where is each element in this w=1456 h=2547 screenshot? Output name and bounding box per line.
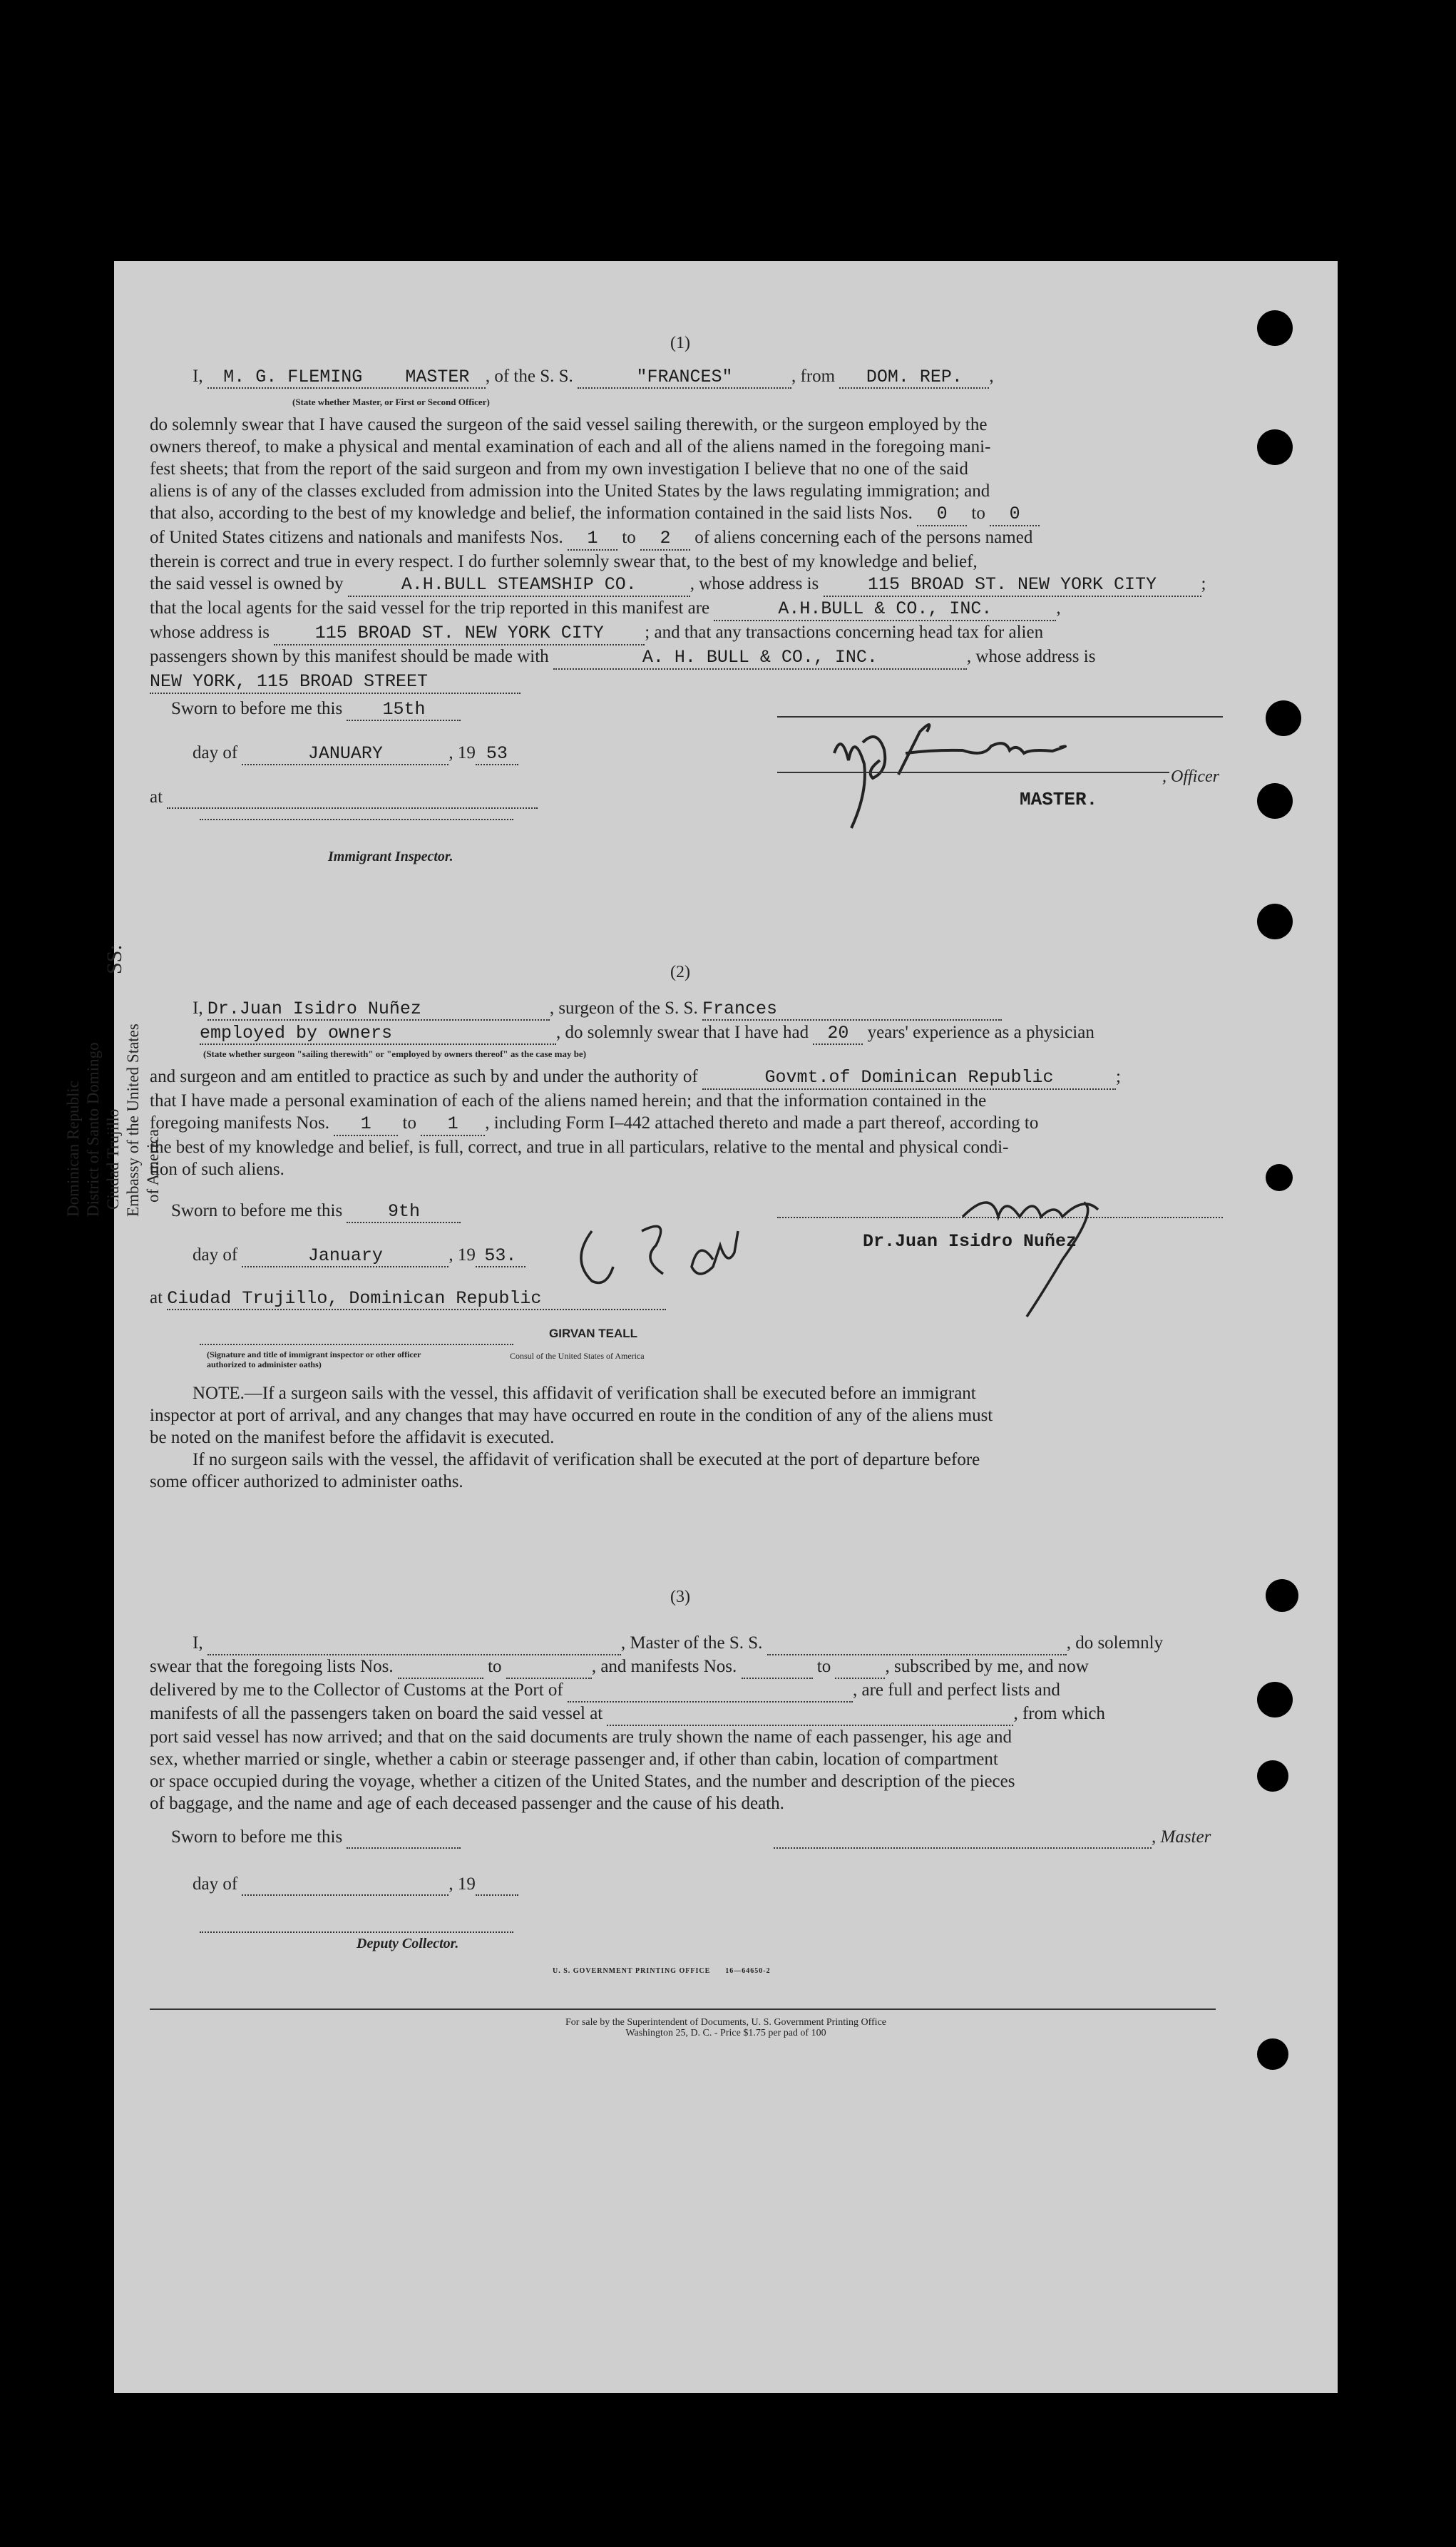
s2-employed-caption: (State whether surgeon "sailing therewith" or "employed by owners thereof" as the case may be) — [203, 1048, 587, 1059]
gpo-code: U. S. GOVERNMENT PRINTING OFFICE 16—64650-2 — [553, 1967, 771, 1975]
s3-line-3: delivered by me to the Collector of Customs at the Port of , are full and perfect lists and — [150, 1679, 1337, 1703]
s3-day-of-label: day of — [193, 1874, 238, 1894]
s1-line-1: do solemnly swear that I have caused the surgeon of the said vessel sailing therewith, or the surgeon employed by the — [150, 415, 988, 434]
s3-sworn-line — [171, 1827, 461, 1849]
s1-agent-field: A.H.BULL & CO., INC. — [714, 598, 1056, 621]
s1-owner-field: A.H.BULL STEAMSHIP CO. — [348, 573, 690, 597]
s1-body — [150, 414, 1337, 694]
punch-hole — [1266, 1164, 1293, 1191]
s1-rank-value: MASTER — [405, 367, 470, 387]
s2-at-label: at — [150, 1288, 163, 1307]
s1-at-line — [150, 787, 538, 809]
s2-header-line — [193, 999, 1002, 1021]
s2-year-prefix: , 19 — [448, 1245, 476, 1265]
manifest-affidavit-page — [64, 261, 1338, 2393]
s3-line-4: manifests of all the passengers taken on board the said vessel at , from which — [150, 1703, 1337, 1726]
s2-authority-field: Govmt.of Dominican Republic — [702, 1066, 1116, 1090]
footer-line-1: For sale by the Superintendent of Documents, U. S. Government Printing Office — [565, 2017, 886, 2028]
s2-sworn-label: Sworn to before me this — [171, 1201, 343, 1220]
punch-hole — [1257, 904, 1293, 939]
footer-line-2: Washington 25, D. C. - Price $1.75 per pad of 100 — [625, 2028, 826, 2038]
section-2-number: (2) — [670, 963, 690, 981]
punch-hole — [1257, 429, 1293, 465]
s3-line-6: sex, whether married or single, whether a cabin or steerage passenger and, if other than cabin, location of compartment — [150, 1750, 998, 1769]
s3-body — [150, 1632, 1337, 1814]
s2-line-3: that I have made a personal examination of each of the aliens named herein; and that the information contained in the — [150, 1091, 987, 1111]
s1-sworn-label: Sworn to before me this — [171, 699, 343, 718]
s1-line-2: owners thereof, to make a physical and mental examination of each and all of the aliens named in the foregoing mani- — [150, 437, 991, 456]
s1-from-label: , from — [791, 367, 836, 386]
s2-sworn-day: 9th — [347, 1201, 461, 1223]
punch-hole — [1257, 310, 1293, 346]
s1-i-label: I, — [193, 367, 203, 386]
s1-at-field — [167, 787, 538, 809]
punch-hole — [1266, 700, 1301, 736]
s2-sig-caption: (Signature and title of immigrant inspector or other officer authorized to administer oaths) — [207, 1349, 421, 1369]
s2-employed-field: employed by owners — [200, 1023, 556, 1045]
punch-hole — [1257, 1760, 1288, 1792]
s2-note-line-4: If no surgeon sails with the vessel, the affidavit of verification shall be executed at the port of departure before — [193, 1450, 980, 1469]
s3-line-2: swear that the foregoing lists Nos. to , and manifests Nos. to , subscribed by me, and now — [150, 1655, 1337, 1679]
s1-sworn-day: 15th — [347, 699, 461, 721]
stamp-line-3: Ciudad Trujillo — [104, 1108, 122, 1210]
s1-month: JANUARY — [242, 743, 448, 765]
section-1-number: (1) — [670, 334, 690, 352]
s1-at-label: at — [150, 787, 163, 807]
stamp-line-2: District of Santo Domingo — [84, 1042, 102, 1217]
s1-line-9: that the local agents for the said vessel for the trip reported in this manifest are A.H.BULL & CO., INC. , — [150, 597, 1337, 621]
s1-line-12 — [150, 670, 1337, 694]
s1-name-field — [207, 367, 486, 389]
s1-line-7: therein is correct and true in every respect. I do further solemnly swear that, to the best of my knowledge and belief, — [150, 552, 978, 571]
s1-master-title: MASTER. — [1020, 789, 1098, 810]
s1-line-10: whose address is 115 BROAD ST. NEW YORK CITY ; and that any transactions concerning head tax for alien — [150, 621, 1337, 645]
s2-place-field: Ciudad Trujillo, Dominican Republic — [167, 1288, 666, 1310]
s1-year: 53 — [476, 743, 518, 765]
s1-line-3: fest sheets; that from the report of the said surgeon and from my own investigation I believe that no one of the said — [150, 459, 968, 479]
s2-note — [150, 1382, 1337, 1493]
s2-line-2: and surgeon and am entitled to practice as such by and under the authority of Govmt.of Dominican Republic ; — [150, 1066, 1337, 1090]
s1-officer-label: , Officer — [1162, 767, 1219, 786]
stamp-line-1: Dominican Republic — [64, 1081, 82, 1217]
punch-hole — [1257, 1682, 1293, 1717]
s1-ship-field: "FRANCES" — [578, 367, 791, 389]
s3-deputy-line — [200, 1931, 513, 1933]
s2-manifest-to: 1 — [421, 1113, 485, 1136]
section-3-number: (3) — [670, 1588, 690, 1606]
s2-body — [150, 1066, 1337, 1180]
s2-name-field: Dr.Juan Isidro Nuñez — [207, 999, 550, 1021]
s1-manifest-to: 2 — [640, 527, 690, 551]
punch-hole — [1257, 783, 1293, 819]
s3-master-line — [774, 1827, 1211, 1849]
consul-signature — [542, 1217, 799, 1310]
s2-employed-line — [200, 1023, 1094, 1045]
s2-line-1b: years' experience as a physician — [867, 1023, 1094, 1042]
s3-date-line — [193, 1874, 518, 1896]
s1-from-field: DOM. REP. — [839, 367, 989, 389]
s1-inspector-caption: Immigrant Inspector. — [328, 849, 453, 864]
s2-day-of-label: day of — [193, 1245, 238, 1265]
s2-ship-field: Frances — [702, 999, 1002, 1021]
footer-rule — [150, 2008, 1216, 2010]
s2-surgeon-of-label: , surgeon of the S. S. — [549, 999, 698, 1018]
s2-month: January — [242, 1245, 448, 1267]
s1-lists-to: 0 — [990, 503, 1040, 526]
s3-year-prefix: , 19 — [448, 1874, 476, 1894]
master-signature — [820, 703, 1119, 846]
s1-owner-address: 115 BROAD ST. NEW YORK CITY — [824, 573, 1201, 597]
stamp-line-5: of America — [144, 1129, 162, 1203]
s2-i-label: I, — [193, 999, 203, 1018]
s2-year: 53. — [476, 1245, 526, 1267]
s2-date-line — [193, 1245, 526, 1267]
s2-years-field: 20 — [813, 1023, 863, 1045]
s2-manifest-from: 1 — [334, 1113, 398, 1136]
embassy-stamp — [64, 917, 221, 1217]
s1-lists-from: 0 — [917, 503, 967, 526]
s1-name-value: M. G. FLEMING — [223, 367, 363, 387]
s2-signer-name: Dr.Juan Isidro Nuñez — [863, 1231, 1077, 1252]
s2-consul-title: Consul of the United States of America — [510, 1351, 645, 1361]
s1-rank-caption: (State whether Master, or First or Second Officer) — [292, 397, 490, 407]
s1-line-5: that also, according to the best of my knowledge and belief, the information contained in the said lists Nos. 0 to 0 — [150, 502, 1337, 526]
s1-agent-address: 115 BROAD ST. NEW YORK CITY — [274, 622, 645, 645]
s1-year-prefix: , 19 — [448, 743, 476, 762]
stamp-ss: SS: — [103, 944, 126, 974]
s3-master-label: , Master — [1152, 1827, 1211, 1847]
s2-line-6: tion of such aliens. — [150, 1160, 284, 1179]
stamp-line-4: Embassy of the United States — [124, 1024, 142, 1217]
s3-deputy-caption: Deputy Collector. — [357, 1936, 459, 1951]
s3-sworn-label: Sworn to before me this — [171, 1827, 343, 1847]
s3-line-8: of baggage, and the name and age of each deceased passenger and the cause of his death. — [150, 1794, 784, 1813]
s2-line-5: the best of my knowledge and belief, is full, correct, and true in all particulars, relative to the mental and physical condi- — [150, 1138, 1009, 1157]
surgeon-signature — [948, 1174, 1134, 1331]
s2-line-4: foregoing manifests Nos. 1 to 1 , including Form I–442 attached thereto and made a part thereof, according to — [150, 1112, 1337, 1136]
s3-line-1: I, , Master of the S. S. , do solemnly — [150, 1632, 1337, 1655]
s1-line-4: aliens is of any of the classes excluded from admission into the United States by the laws regulating immigration; and — [150, 481, 990, 501]
s1-day-of-label: day of — [193, 743, 238, 762]
s1-tax-field: A. H. BULL & CO., INC. — [553, 646, 967, 670]
punch-hole — [1266, 1579, 1298, 1612]
s1-sworn-line — [171, 699, 461, 721]
punch-hole — [1257, 2038, 1288, 2070]
s3-line-7: or space occupied during the voyage, whether a citizen of the United States, and the number and description of the pieces — [150, 1772, 1015, 1791]
s2-note-line-5: some officer authorized to administer oaths. — [150, 1472, 463, 1491]
s2-note-line-1: NOTE.—If a surgeon sails with the vessel, this affidavit of verification shall be executed before an immigrant — [193, 1384, 976, 1403]
s1-line-8: the said vessel is owned by A.H.BULL STEAMSHIP CO. , whose address is 115 BROAD ST. NEW YORK CITY ; — [150, 573, 1337, 597]
s1-line-11: passengers shown by this manifest should be made with A. H. BULL & CO., INC. , whose address is — [150, 645, 1337, 670]
s2-note-line-2: inspector at port of arrival, and any changes that may have occurred en route in the condition of any of the aliens must — [150, 1406, 993, 1425]
s1-manifest-from: 1 — [568, 527, 617, 551]
s1-header-line: I, M. G. FLEMING MASTER , of the S. S. "FRANCES" , from DOM. REP. , — [193, 367, 994, 387]
s1-of-ss-label: , of the S. S. — [485, 367, 573, 386]
s1-inspector-line — [200, 819, 513, 820]
s1-tax-address: NEW YORK, 115 BROAD STREET — [150, 670, 521, 694]
s2-line-1a: , do solemnly swear that I have had — [556, 1023, 809, 1042]
s3-line-5: port said vessel has now arrived; and that on the said documents are truly shown the name of each passenger, his age and — [150, 1727, 1012, 1747]
s2-note-line-3: be noted on the manifest before the affidavit is executed. — [150, 1428, 555, 1447]
s1-line-6: of United States citizens and nationals and manifests Nos. 1 to 2 of aliens concerning each of the persons named — [150, 526, 1337, 551]
s1-date-line — [193, 743, 518, 765]
s2-consul-name: GIRVAN TEALL — [549, 1327, 638, 1340]
s1-officer-line — [777, 772, 1169, 773]
footer — [114, 2017, 1338, 2038]
s2-signature-line — [200, 1344, 513, 1345]
